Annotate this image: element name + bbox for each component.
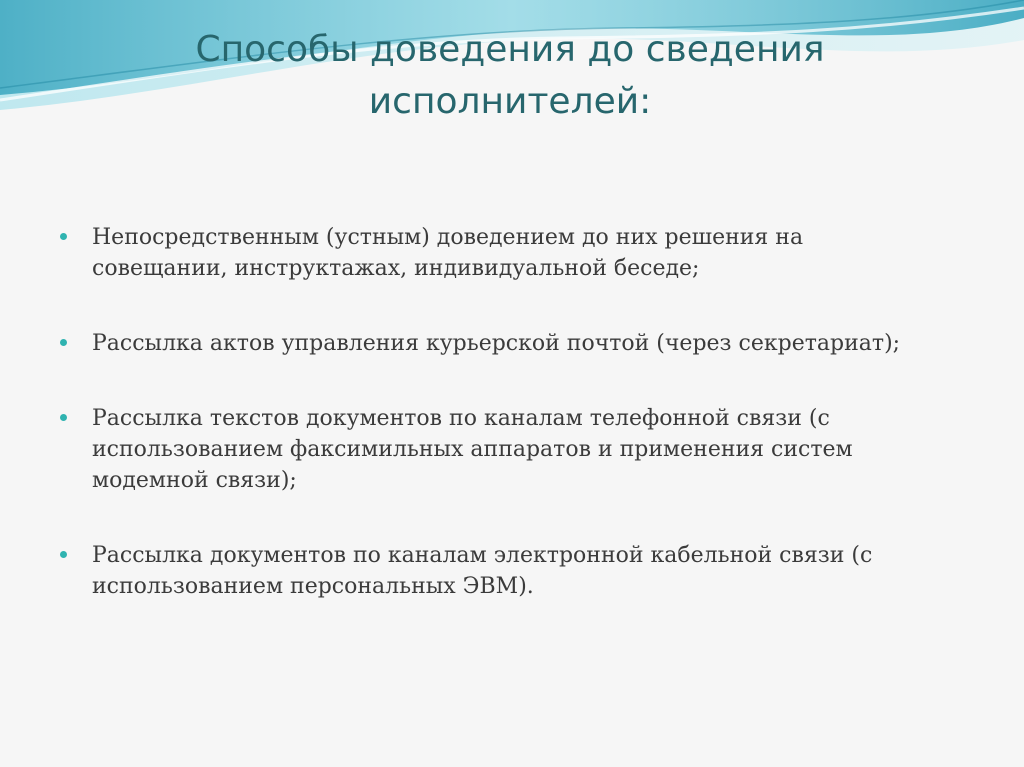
bullet-4-line-1: Рассылка документов по каналам электронной кабельной связи (с	[92, 543, 873, 568]
bullet-item-2	[60, 328, 960, 359]
bullet-1-line-2: совещании, инструктажах, индивидуальной беседе;	[92, 256, 700, 281]
bullet-dot-icon	[60, 339, 67, 346]
bullet-dot-icon	[60, 233, 67, 240]
bullet-4-line-2: использованием персональных ЭВМ).	[92, 574, 534, 599]
bullet-3-line-1: Рассылка текстов документов по каналам телефонной связи (с	[92, 406, 830, 431]
bullet-dot-icon	[60, 414, 67, 421]
bullet-2-line-1: Рассылка актов управления курьерской почтой (через секретариат);	[92, 331, 901, 356]
bullet-list	[60, 222, 960, 602]
bullet-item-3	[60, 403, 960, 496]
bullet-3-line-3: модемной связи);	[92, 468, 297, 493]
slide-title-line-2: исполнителей:	[368, 81, 652, 122]
bullet-item-4	[60, 540, 960, 602]
bullet-dot-icon	[60, 551, 67, 558]
bullet-1-line-1: Непосредственным (устным) доведением до них решения на	[92, 225, 804, 250]
slide-title	[130, 24, 890, 128]
bullet-item-1	[60, 222, 960, 284]
bullet-3-line-2: использованием факсимильных аппаратов и применения систем	[92, 437, 853, 462]
slide-title-line-1: Способы доведения до сведения	[195, 29, 825, 70]
